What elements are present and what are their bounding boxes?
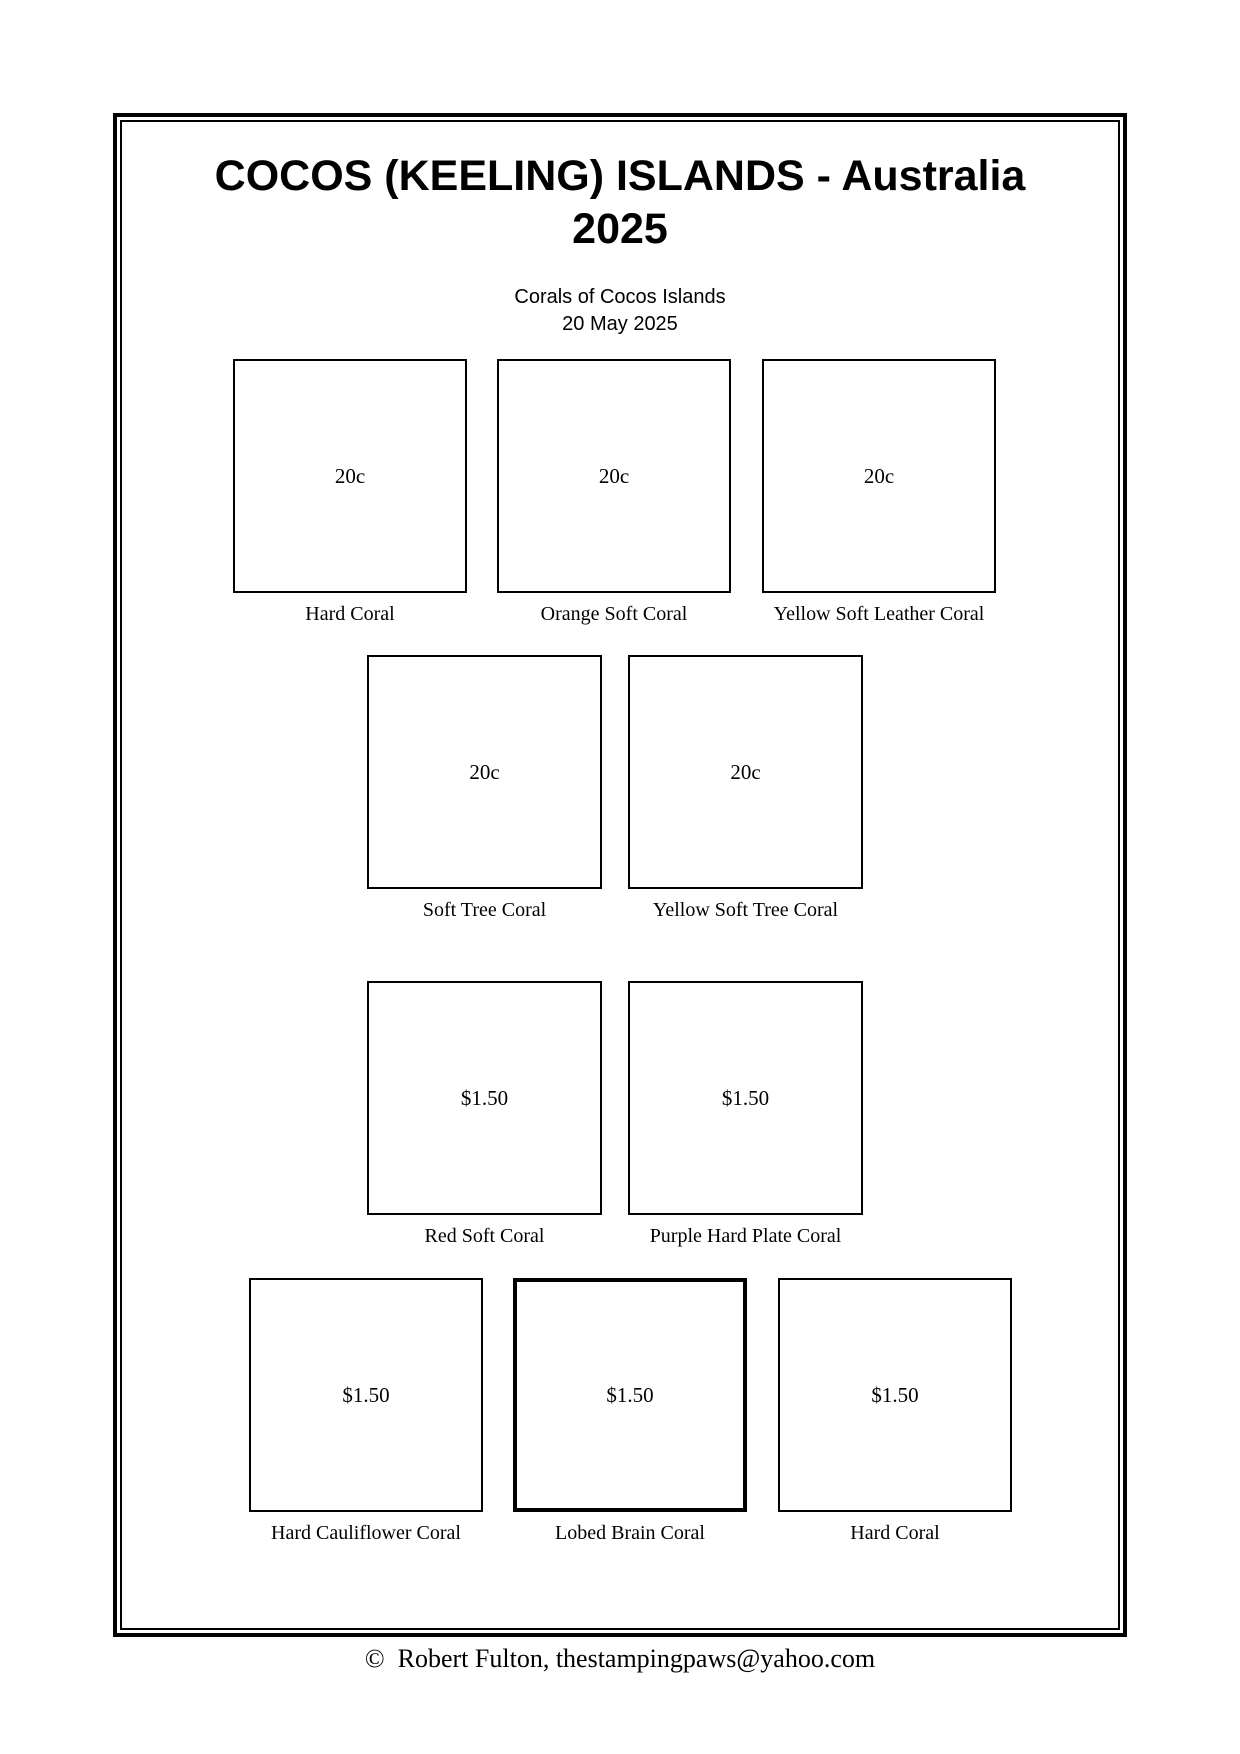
stamp-label: Purple Hard Plate Coral bbox=[649, 1225, 842, 1247]
stamp-label: Lobed Brain Coral bbox=[555, 1522, 705, 1544]
stamp-label: Red Soft Coral bbox=[424, 1225, 545, 1247]
stamp-value: $1.50 bbox=[460, 1085, 509, 1110]
stamp-label: Hard Coral bbox=[305, 603, 395, 625]
stamp-value: $1.50 bbox=[721, 1085, 770, 1110]
stamp-box bbox=[628, 655, 863, 889]
stamp-value: 20c bbox=[334, 463, 366, 488]
stamp-value: $1.50 bbox=[606, 1382, 654, 1407]
stamp-value: 20c bbox=[469, 759, 500, 784]
stamp-box bbox=[778, 1278, 1012, 1512]
issue-name: Corals of Cocos Islands bbox=[514, 286, 726, 308]
stamp-label: Yellow Soft Leather Coral bbox=[773, 603, 985, 625]
stamp-label: Orange Soft Coral bbox=[540, 603, 688, 625]
stamp-label: Soft Tree Coral bbox=[422, 899, 547, 921]
stamp-box bbox=[513, 1278, 747, 1512]
stamp-value: $1.50 bbox=[342, 1382, 390, 1407]
stamp-box bbox=[497, 359, 731, 593]
issue-subtitle bbox=[0, 284, 1240, 338]
stamp-box bbox=[762, 359, 996, 593]
copyright-footer: © Robert Fulton, thestampingpaws@yahoo.com bbox=[364, 1644, 876, 1673]
stamp-label: Hard Coral bbox=[850, 1522, 940, 1544]
stamp-value: 20c bbox=[863, 463, 895, 488]
stamp-value: 20c bbox=[598, 463, 630, 488]
stamp-box bbox=[628, 981, 863, 1215]
stamp-label: Hard Cauliflower Coral bbox=[271, 1522, 461, 1544]
stamp-box bbox=[249, 1278, 483, 1512]
stamp-label: Yellow Soft Tree Coral bbox=[652, 899, 839, 921]
title-line-1: COCOS (KEELING) ISLANDS - Australia bbox=[214, 152, 1026, 200]
stamp-box bbox=[367, 981, 602, 1215]
stamp-value: 20c bbox=[730, 759, 761, 784]
issue-date: 20 May 2025 bbox=[562, 313, 678, 335]
stamp-box bbox=[367, 655, 602, 889]
page-title bbox=[0, 150, 1240, 256]
stamp-box bbox=[233, 359, 467, 593]
title-line-2: 2025 bbox=[572, 205, 668, 253]
stamp-value: $1.50 bbox=[871, 1382, 919, 1407]
